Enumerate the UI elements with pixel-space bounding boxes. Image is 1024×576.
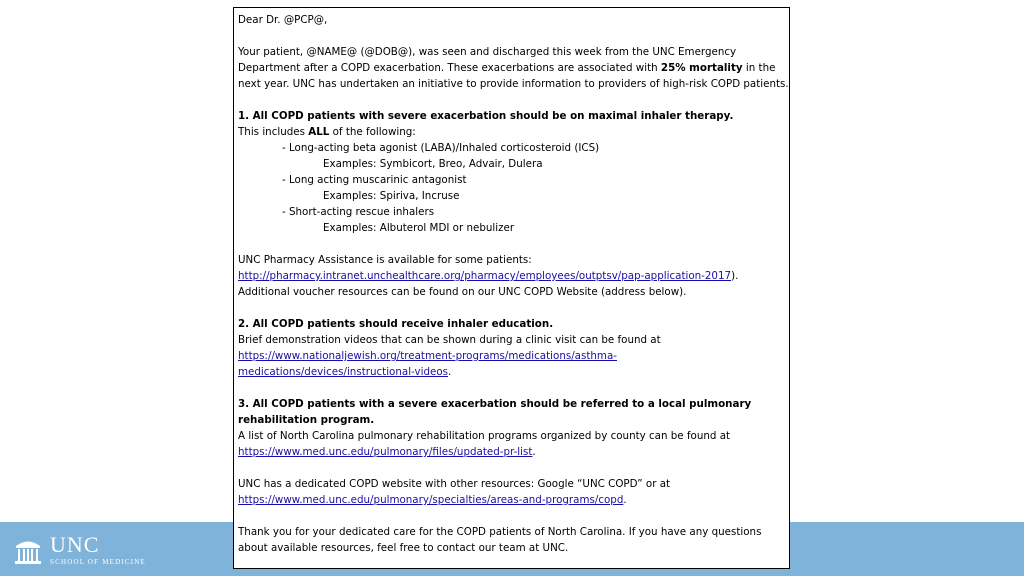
unc-logo (14, 532, 146, 568)
mortality-stat: 25% mortality (660, 62, 743, 74)
section2-heading: 2. All COPD patients should receive inhaler education. (238, 318, 554, 330)
rehab-list-link[interactable]: https://www.med.unc.edu/pulmonary/files/updated-pr-list (238, 446, 533, 458)
inhaler-video-link-cont[interactable]: medications/devices/instructional-videos (238, 366, 448, 378)
section3-heading: 3. All COPD patients with a severe exacerbation should be referred to a local pulmonary rehabilitation program. (238, 398, 752, 426)
inhaler-examples-laba-ics: Examples: Symbicort, Breo, Advair, Dulera (323, 158, 543, 170)
pharmacy-assistance-link[interactable]: http://pharmacy.intranet.unchealthcare.org/pharmacy/employees/outptsv/pap-application-2017 (238, 270, 732, 282)
old-well-icon (14, 535, 42, 565)
copd-website-link[interactable]: https://www.med.unc.edu/pulmonary/specialties/areas-and-programs/copd (238, 494, 624, 506)
section2-text: Brief demonstration videos that can be shown during a clinic visit can be found at (238, 334, 661, 346)
section1-includes: This includes ALL of the following: (238, 126, 416, 138)
intro-paragraph: Your patient, @NAME@ (@DOB@), was seen and discharged this week from the UNC Emergency Department after a COPD exacerbation. These exacerbations are associated with 25% mortality in the next year. UNC has undertaken an initiative to provide information to providers of high-risk COPD patients. (238, 46, 789, 90)
salutation: Dear Dr. @PCP@, (238, 14, 328, 26)
website-link-line: https://www.med.unc.edu/pulmonary/specialties/areas-and-programs/copd. (238, 494, 627, 506)
logo-subtitle: SCHOOL OF MEDICINE (50, 558, 147, 566)
inhaler-item-laba-ics: - Long-acting beta agonist (LABA)/Inhaled corticosteroid (ICS) (282, 142, 600, 154)
inhaler-video-link-line1 (238, 348, 789, 364)
rehab-link-line: https://www.med.unc.edu/pulmonary/files/updated-pr-list. (238, 446, 536, 458)
section3-text: A list of North Carolina pulmonary rehabilitation programs organized by county can be found at (238, 430, 731, 442)
inhaler-video-link-line2: medications/devices/instructional-videos. (238, 366, 452, 378)
logo-title: UNC (50, 532, 100, 557)
inhaler-item-rescue: - Short-acting rescue inhalers (282, 206, 435, 218)
inhaler-item-lama: - Long acting muscarinic antagonist (282, 174, 467, 186)
website-text: UNC has a dedicated COPD website with other resources: Google “UNC COPD” or at (238, 478, 671, 490)
pharmacy-link-line: http://pharmacy.intranet.unchealthcare.org/pharmacy/employees/outptsv/pap-application-2017). (238, 270, 739, 282)
inhaler-examples-rescue: Examples: Albuterol MDI or nebulizer (323, 222, 515, 234)
letter-document (233, 7, 790, 569)
closing-paragraph: Thank you for your dedicated care for the COPD patients of North Carolina. If you have any questions about available resources, feel free to contact our team at UNC. (238, 526, 762, 554)
pharmacy-assistance-text: UNC Pharmacy Assistance is available for some patients: (238, 254, 532, 266)
inhaler-examples-lama: Examples: Spiriva, Incruse (323, 190, 460, 202)
inhaler-video-link[interactable]: https://www.nationaljewish.org/treatment-programs/medications/asthma- (238, 350, 617, 362)
voucher-text: Additional voucher resources can be found on our UNC COPD Website (address below). (238, 286, 687, 298)
section1-heading: 1. All COPD patients with severe exacerbation should be on maximal inhaler therapy. (238, 110, 734, 122)
